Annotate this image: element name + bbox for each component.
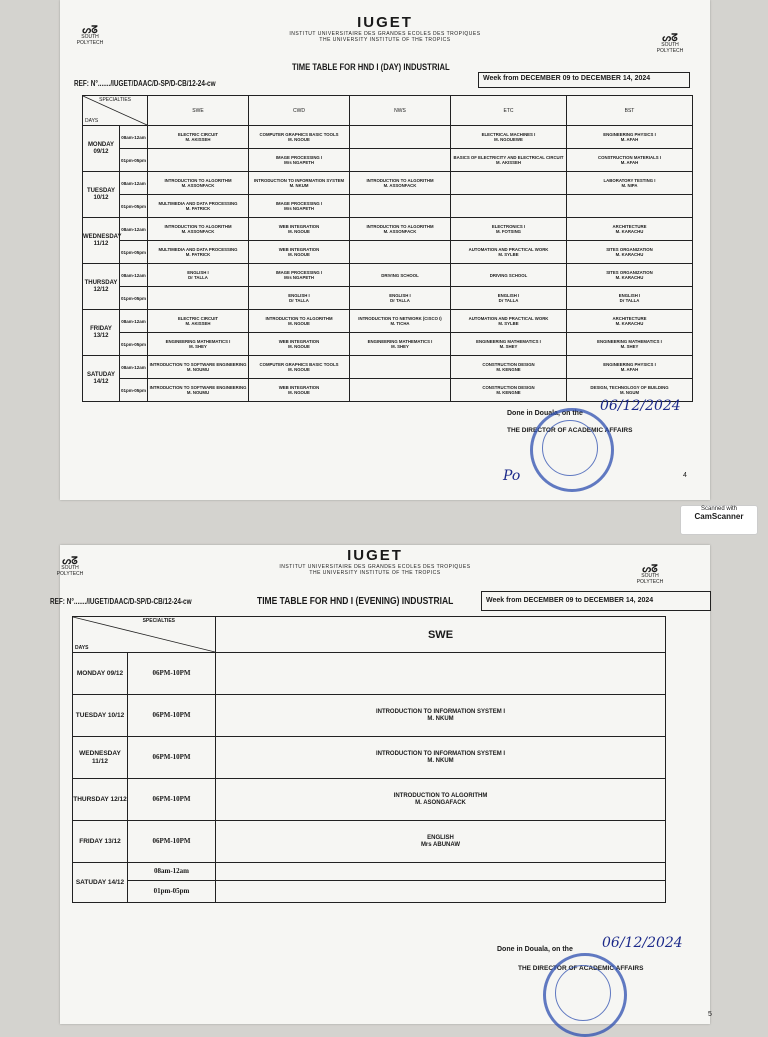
- course-cell: INTRODUCTION TO ALGORITHM M. ASSONFACK: [148, 172, 249, 195]
- course-cell: ENGLISH I Dr TALLA: [249, 287, 350, 310]
- time-slot: 06PM-10PM: [128, 821, 216, 863]
- table-row: [73, 881, 666, 903]
- table-row: [83, 287, 693, 310]
- course-cell: INTRODUCTION TO SOFTWARE ENGINEERING M. NOUMU: [148, 356, 249, 379]
- course-cell: ENGLISH I Dr TALLA: [350, 287, 451, 310]
- page-title: TIME TABLE FOR HND I (DAY) INDUSTRIAL: [292, 62, 450, 72]
- table-row: [73, 737, 666, 779]
- south-polytech-logo-left: ᔕᘔ SOUTH POLYTECH: [70, 28, 110, 46]
- director-title: THE DIRECTOR OF ACADEMIC AFFAIRS: [507, 427, 633, 434]
- course-cell: ARCHITECTURE M. KARACHU: [567, 218, 693, 241]
- time-slot: 06PM-10PM: [128, 737, 216, 779]
- page-number: 5: [708, 1011, 712, 1018]
- south-polytech-logo-left: ᔕᘔ SOUTH POLYTECH: [50, 559, 90, 577]
- day-cell: THURSDAY 12/12: [73, 779, 128, 821]
- time-slot: 08am-12am: [128, 863, 216, 881]
- course-cell: IMAGE PROCESSING I Mrs NGAPETH: [249, 149, 350, 172]
- course-cell: ENGINEERING MATHEMATICS I M. SHEY: [148, 333, 249, 356]
- course-cell: ELECTRIC CIRCUIT M. AKISSEH: [148, 126, 249, 149]
- course-cell: INTRODUCTION TO INFORMATION SYSTEM I M. NKUM: [216, 737, 666, 779]
- time-slot: 08am-12am: [120, 310, 148, 333]
- course-cell: ELECTRIC CIRCUIT M. AKISSEH: [148, 310, 249, 333]
- course-cell: [148, 287, 249, 310]
- time-slot: 08am-12am: [120, 126, 148, 149]
- polytech-symbol-icon: ᔕᘔ: [662, 33, 678, 44]
- time-slot: 08am-12am: [120, 264, 148, 287]
- polytech-symbol-icon: ᔕᘔ: [82, 25, 98, 36]
- course-cell: DRIVING SCHOOL: [451, 264, 567, 287]
- evening-timetable: [72, 616, 666, 903]
- time-slot: 01pm-05pm: [120, 241, 148, 264]
- course-cell: [567, 195, 693, 218]
- course-cell: COMPUTER GRAPHICS BASIC TOOLS M. NGOUE: [249, 126, 350, 149]
- course-cell: ELECTRONICS I M. FOTSING: [451, 218, 567, 241]
- specialties-days-header: SPECIALTIES DAYS: [83, 96, 148, 126]
- timetable-page-evening: [50, 545, 712, 1024]
- course-cell: ENGLISH I Dr TALLA: [148, 264, 249, 287]
- column-header: SWE: [148, 96, 249, 126]
- director-signature-icon: Po: [503, 468, 521, 484]
- table-row: [83, 126, 693, 149]
- table-row: [73, 779, 666, 821]
- table-row: [83, 241, 693, 264]
- day-cell: SATUDAY 14/12: [73, 863, 128, 903]
- polytech-symbol-icon: ᔕᘔ: [642, 564, 658, 575]
- course-cell: [148, 149, 249, 172]
- course-cell: INTRODUCTION TO INFORMATION SYSTEM M. NKUM: [249, 172, 350, 195]
- south-polytech-logo-right: ᔕᘔ SOUTH POLYTECH: [650, 36, 690, 54]
- institution-name-en: THE UNIVERSITY INSTITUTE OF THE TROPICS: [319, 37, 451, 43]
- page-title: TIME TABLE FOR HND I (EVENING) INDUSTRIAL: [257, 596, 454, 607]
- camscanner-watermark: Scanned with CamScanner: [680, 505, 758, 535]
- course-cell: SITES ORGANIZATION M. KARACHU: [567, 241, 693, 264]
- timetable-page-day: [60, 0, 710, 500]
- course-cell: INTRODUCTION TO ALGORITHM M. ASSONFACK: [148, 218, 249, 241]
- day-cell: WEDNESDAY 11/12: [83, 218, 120, 264]
- course-cell: ENGLISH I Dr TALLA: [451, 287, 567, 310]
- course-cell: DRIVING SCHOOL: [350, 264, 451, 287]
- time-slot: 01pm-05pm: [120, 333, 148, 356]
- course-cell: WEB INTEGRATION M. NGOUE: [249, 218, 350, 241]
- table-row: [83, 356, 693, 379]
- course-cell: AUTOMATION AND PRACTICAL WORK M. SYLBE: [451, 241, 567, 264]
- table-row: [83, 333, 693, 356]
- done-in-douala: Done in Douala, on the: [507, 410, 583, 417]
- table-row: [83, 149, 693, 172]
- director-title: THE DIRECTOR OF ACADEMIC AFFAIRS: [518, 965, 644, 972]
- course-cell: IMAGE PROCESSING I Mrs NGAPETH: [249, 195, 350, 218]
- course-cell: ARCHITECTURE M. KARACHU: [567, 310, 693, 333]
- time-slot: 08am-12am: [120, 356, 148, 379]
- course-cell: INTRODUCTION TO NETWORK (CISCO I) M. TICHA: [350, 310, 451, 333]
- institution-header: [60, 14, 710, 43]
- camscanner-logo: CamScanner: [694, 512, 744, 521]
- week-range: Week from DECEMBER 09 to DECEMBER 14, 2024: [481, 591, 711, 611]
- course-cell: INTRODUCTION TO ALGORITHM M. ASONGAFACK: [216, 779, 666, 821]
- iuget-logo: IUGET: [347, 547, 403, 564]
- course-cell: ENGINEERING MATHEMATICS I M. SHEY: [350, 333, 451, 356]
- course-cell: ENGINEERING PHYSICS I M. AFAH: [567, 356, 693, 379]
- time-slot: 06PM-10PM: [128, 779, 216, 821]
- time-slot: 06PM-10PM: [128, 653, 216, 695]
- table-row: [73, 863, 666, 881]
- course-cell: INTRODUCTION TO INFORMATION SYSTEM I M. NKUM: [216, 695, 666, 737]
- institution-name: INSTITUT UNIVERSITAIRE DES GRANDES ECOLES DES TROPIQUES: [279, 564, 471, 570]
- course-cell: SITES ORGANIZATION M. KARACHU: [567, 264, 693, 287]
- day-cell: MONDAY 09/12: [73, 653, 128, 695]
- course-cell: MULTIMEDIA AND DATA PROCESSING M. PATRICK: [148, 241, 249, 264]
- course-cell: [350, 356, 451, 379]
- course-cell: CONSTRUCTION DESIGN M. KENGNE: [451, 356, 567, 379]
- column-header: CWD: [249, 96, 350, 126]
- course-cell: ENGLISH Mrs ABUNAW: [216, 821, 666, 863]
- course-cell: WEB INTEGRATION M. NGOUE: [249, 333, 350, 356]
- signature-date: 06/12/2024: [602, 935, 683, 951]
- day-cell: FRIDAY 13/12: [83, 310, 120, 356]
- time-slot: 06PM-10PM: [128, 695, 216, 737]
- day-cell: SATUDAY 14/12: [83, 356, 120, 402]
- page-number: 4: [683, 472, 687, 479]
- day-cell: WEDNESDAY 11/12: [73, 737, 128, 779]
- course-cell: [216, 881, 666, 903]
- reference-number: REF: N°......./IUGET/DAAC/D-SP/D-CB/12-24-cw: [50, 597, 192, 606]
- south-polytech-logo-right: ᔕᘔ SOUTH POLYTECH: [630, 567, 670, 585]
- course-cell: INTRODUCTION TO ALGORITHM M. ASSONFACK: [350, 218, 451, 241]
- table-row: [83, 218, 693, 241]
- day-cell: MONDAY 09/12: [83, 126, 120, 172]
- day-timetable: [82, 95, 693, 402]
- course-cell: [350, 126, 451, 149]
- time-slot: 01pm-05pm: [120, 149, 148, 172]
- course-cell: IMAGE PROCESSING I Mrs NGAPETH: [249, 264, 350, 287]
- institution-header: [40, 547, 710, 576]
- institution-name: INSTITUT UNIVERSITAIRE DES GRANDES ECOLES DES TROPIQUES: [289, 31, 481, 37]
- course-cell: [216, 653, 666, 695]
- time-slot: 01pm-05pm: [120, 379, 148, 402]
- column-header: SWE: [216, 617, 666, 653]
- day-cell: FRIDAY 13/12: [73, 821, 128, 863]
- course-cell: BASICS OF ELECTRICITY AND ELECTRICAL CIRCUIT M. AKISSEH: [451, 149, 567, 172]
- day-cell: TUESDAY 10/12: [83, 172, 120, 218]
- course-cell: [350, 149, 451, 172]
- week-range: Week from DECEMBER 09 to DECEMBER 14, 2024: [478, 72, 690, 88]
- table-row: [73, 653, 666, 695]
- table-row: [73, 821, 666, 863]
- column-header: BST: [567, 96, 693, 126]
- column-header: ETC: [451, 96, 567, 126]
- course-cell: [216, 863, 666, 881]
- time-slot: 01pm-05pm: [128, 881, 216, 903]
- course-cell: ENGINEERING MATHEMATICS I M. SHEY: [451, 333, 567, 356]
- course-cell: ENGINEERING MATHEMATICS I M. SHEY: [567, 333, 693, 356]
- course-cell: ENGLISH I Dr TALLA: [567, 287, 693, 310]
- table-row: [83, 195, 693, 218]
- course-cell: ELECTRICAL MACHINES I M. NGOUEWE: [451, 126, 567, 149]
- institution-name-en: THE UNIVERSITY INSTITUTE OF THE TROPICS: [309, 570, 441, 576]
- table-row: [73, 695, 666, 737]
- official-stamp-inner-icon: [555, 965, 611, 1021]
- course-cell: [350, 379, 451, 402]
- course-cell: LABORATORY TESTING I M. NIPA: [567, 172, 693, 195]
- course-cell: INTRODUCTION TO ALGORITHM M. ASSONFACK: [350, 172, 451, 195]
- course-cell: [451, 195, 567, 218]
- polytech-symbol-icon: ᔕᘔ: [62, 556, 78, 567]
- course-cell: COMPUTER GRAPHICS BASIC TOOLS M. NGOUE: [249, 356, 350, 379]
- specialties-days-header: SPECIALTIES DAYS: [73, 617, 216, 653]
- course-cell: [350, 241, 451, 264]
- column-header: NWS: [350, 96, 451, 126]
- table-row: [83, 264, 693, 287]
- course-cell: AUTOMATION AND PRACTICAL WORK M. SYLBE: [451, 310, 567, 333]
- day-cell: TUESDAY 10/12: [73, 695, 128, 737]
- done-in-douala: Done in Douala, on the: [497, 946, 573, 953]
- course-cell: [350, 195, 451, 218]
- course-cell: CONSTRUCTION DESIGN M. KENGNE: [451, 379, 567, 402]
- time-slot: 08am-12am: [120, 218, 148, 241]
- official-stamp-inner-icon: [542, 420, 598, 476]
- course-cell: MULTIMEDIA AND DATA PROCESSING M. PATRICK: [148, 195, 249, 218]
- table-row: [83, 172, 693, 195]
- time-slot: 08am-12am: [120, 172, 148, 195]
- reference-number: REF: N°......./IUGET/DAAC/D-SP/D-CB/12-24-cw: [74, 79, 216, 88]
- course-cell: ENGINEERING PHYSICS I M. AFAH: [567, 126, 693, 149]
- course-cell: INTRODUCTION TO SOFTWARE ENGINEERING M. NOUMU: [148, 379, 249, 402]
- signature-date: 06/12/2024: [600, 398, 681, 414]
- course-cell: WEB INTEGRATION M. NGOUE: [249, 379, 350, 402]
- course-cell: CONSTRUCTION MATERIALS I M. AFAH: [567, 149, 693, 172]
- time-slot: 01pm-05pm: [120, 287, 148, 310]
- course-cell: DESIGN, TECHNOLOGY OF BUILDING M. NGUM: [567, 379, 693, 402]
- table-row: [83, 310, 693, 333]
- time-slot: 01pm-05pm: [120, 195, 148, 218]
- course-cell: WEB INTEGRATION M. NGOUE: [249, 241, 350, 264]
- iuget-logo: IUGET: [357, 14, 413, 31]
- day-cell: THURSDAY 12/12: [83, 264, 120, 310]
- course-cell: [451, 172, 567, 195]
- course-cell: INTRODUCTION TO ALGORITHM M. NGOUE: [249, 310, 350, 333]
